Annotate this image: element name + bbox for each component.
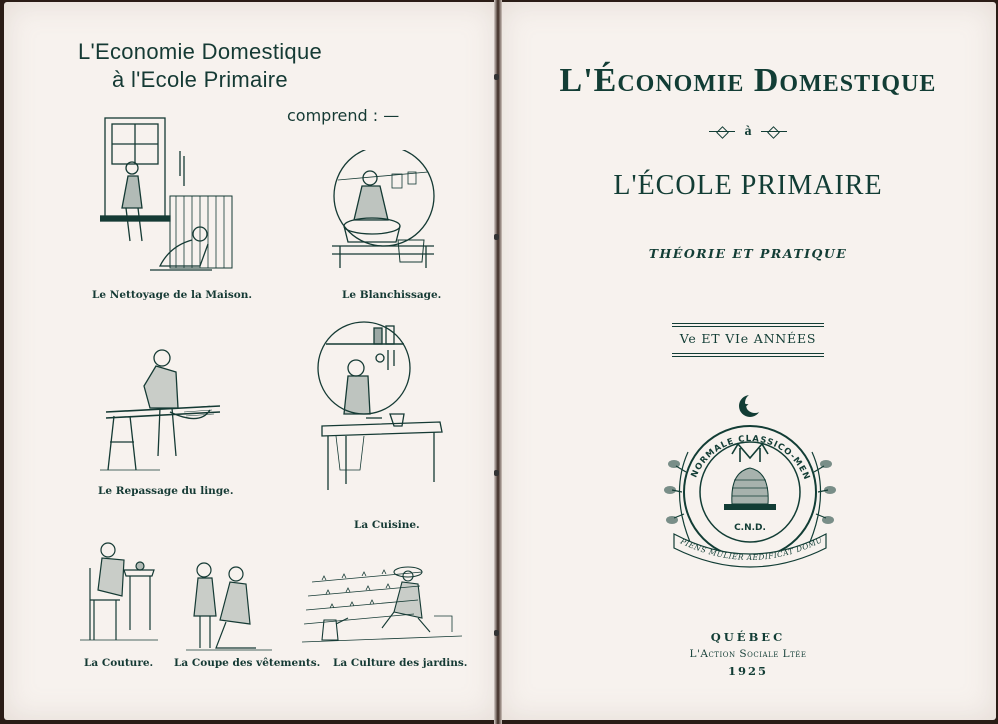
dress-fitting-illustration: [186, 560, 272, 654]
book-gutter: [494, 0, 502, 724]
left-ornament: [709, 131, 735, 132]
ironing-illustration: [100, 346, 230, 476]
caption-culture: La Culture des jardins.: [333, 657, 468, 669]
year-label: 1925: [727, 664, 768, 678]
seal-ring-text: NORMALE CLASSICO-MEN: [689, 434, 812, 482]
left-title-line2: à l'Ecole Primaire: [112, 67, 288, 92]
binding-stitch: [494, 74, 499, 80]
cooking-illustration: [316, 318, 456, 498]
caption-cuisine: La Cuisine.: [354, 519, 420, 531]
caption-repassage: Le Repassage du linge.: [98, 485, 234, 497]
connector-a: à: [744, 124, 752, 139]
caption-blanchissage: Le Blanchissage.: [342, 289, 442, 301]
annees-label: Ve ET VIe ANNÉES: [679, 331, 817, 346]
right-page: [500, 2, 996, 720]
laundry-illustration: [328, 150, 440, 272]
book-title: L'Économie Domestique: [559, 62, 937, 99]
cleaning-illustration: [100, 116, 250, 276]
right-ornament: [761, 131, 787, 132]
sewing-illustration: [80, 540, 160, 644]
seal-initials: C.N.D.: [734, 523, 766, 533]
caption-nettoyage: Le Nettoyage de la Maison.: [92, 289, 253, 301]
seal-motto: PIENS MULIER AEDIFICAT DOMU: [679, 535, 825, 563]
caption-coupe: La Coupe des vêtements.: [174, 657, 321, 669]
binding-stitch: [494, 470, 499, 476]
publisher-label: L'Action Sociale Ltée: [689, 648, 807, 660]
caption-couture: La Couture.: [84, 657, 154, 669]
binding-stitch: [494, 630, 499, 636]
theorie-pratique: THÉORIE ET PRATIQUE: [648, 246, 848, 261]
city-label: QUÉBEC: [710, 630, 786, 644]
binding-stitch: [494, 234, 499, 240]
comprend-label: comprend : —: [287, 106, 400, 125]
book-subtitle: L'ÉCOLE PRIMAIRE: [613, 170, 883, 201]
left-title-line1: L'Economie Domestique: [77, 39, 323, 64]
title-connector: [500, 124, 996, 140]
gardening-illustration: [302, 552, 464, 646]
school-seal-emblem: [660, 392, 840, 577]
